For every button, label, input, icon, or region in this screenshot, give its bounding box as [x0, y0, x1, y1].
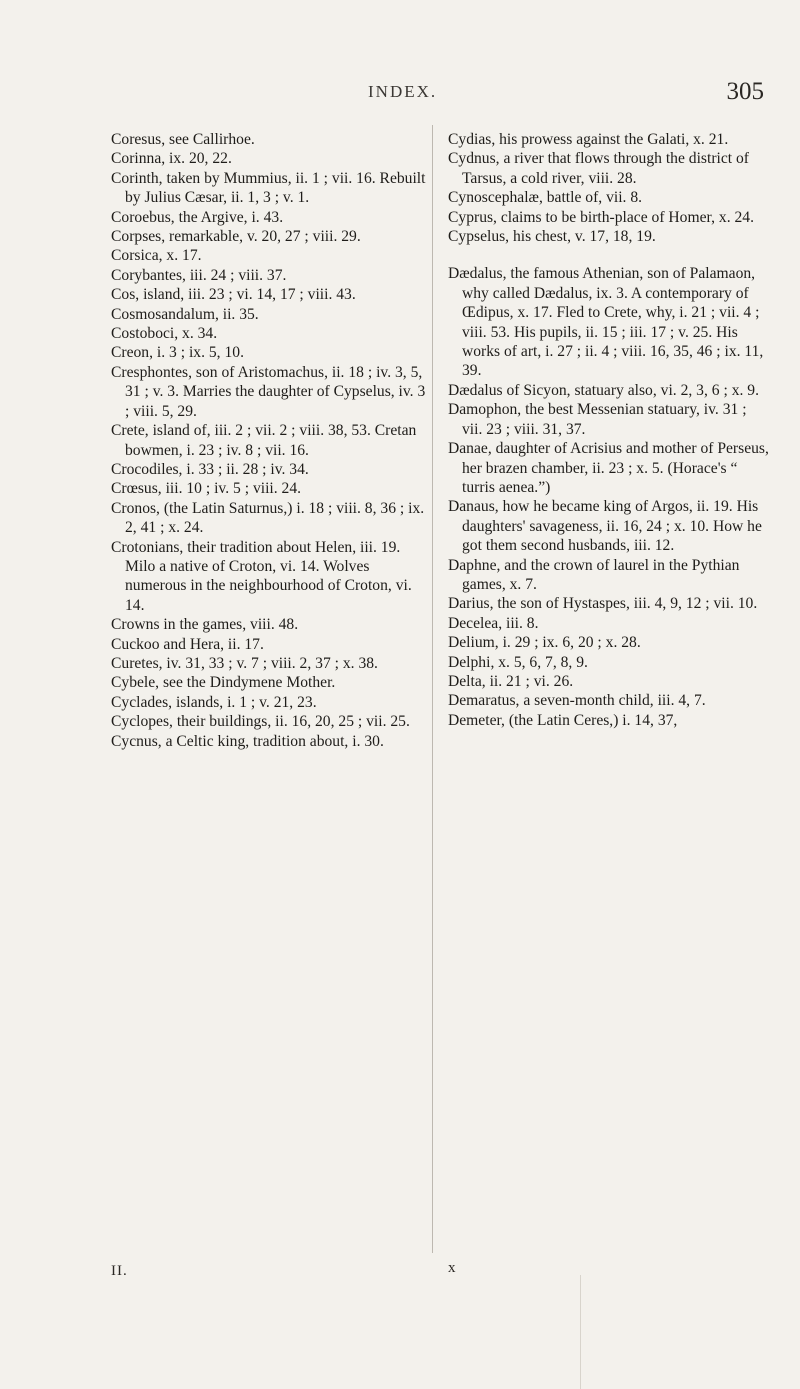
index-entry: Crocodiles, i. 33 ; ii. 28 ; iv. 34. — [111, 460, 309, 478]
index-entry: Demeter, (the Latin Ceres,) i. 14, 37, — [448, 711, 678, 729]
page-edge-line — [580, 1275, 581, 1389]
index-entry: Dædalus of Sicyon, statuary also, vi. 2, 3, 6 ; x. 9. — [448, 381, 759, 399]
index-entry: Crœsus, iii. 10 ; iv. 5 ; viii. 24. — [111, 480, 302, 498]
index-entry: Cyclades, islands, i. 1 ; v. 21, 23. — [111, 693, 317, 711]
index-entry: Corpses, remarkable, v. 20, 27 ; viii. 29. — [111, 228, 361, 246]
index-entry: Costoboci, x. 34. — [111, 325, 218, 343]
index-entry: Crotonians, their tradition about Helen, iii. 19. Milo a native of Croton, vi. 14. Wolves numerous in the neighbourhood of Croton, vi. 14. — [111, 538, 412, 614]
index-entry: Corsica, x. 17. — [111, 247, 202, 265]
index-entry: Curetes, iv. 31, 33 ; v. 7 ; viii. 2, 37 ; x. 38. — [111, 654, 378, 672]
index-entry: Cycnus, a Celtic king, tradition about, i. 30. — [111, 732, 384, 750]
index-entry: Cresphontes, son of Aristomachus, ii. 18 ; iv. 3, 5, 31 ; v. 3. Marries the daughter of Cypselus, iv. 3 ; viii. 5, 29. — [111, 363, 426, 420]
index-entry: Dædalus, the famous Athenian, son of Palamaon, why called Dædalus, ix. 3. A contemporary of Œdipus, x. 17. Fled to Crete, why, i. 21 ; vii. 4 ; viii. 53. His pupils, ii. 15 ; iii. 17 ; v. 25. His works of art, i. 27 ; ii. 4 ; viii. 16, 35, 46 ; ix. 11, 39. — [448, 265, 764, 380]
index-entry: Decelea, iii. 8. — [448, 614, 539, 632]
index-entry: Cosmosandalum, ii. 35. — [111, 305, 259, 323]
index-entry: Cybele, see the Dindymene Mother. — [111, 674, 336, 692]
running-head — [0, 78, 800, 108]
index-column-right — [448, 130, 770, 730]
index-entry: Demaratus, a seven-month child, iii. 4, 7. — [448, 692, 706, 710]
index-entry: Delta, ii. 21 ; vi. 26. — [448, 672, 574, 690]
index-entry: Danaus, how he became king of Argos, ii. 19. His daughters' savageness, ii. 16, 24 ; x. 10. How he got them second husbands, iii. 12. — [448, 498, 762, 555]
gathering-mark: x — [448, 1260, 456, 1276]
index-entry: Crete, island of, iii. 2 ; vii. 2 ; viii. 38, 53. Cretan bowmen, i. 23 ; iv. 8 ; vii. 16. — [111, 422, 417, 459]
index-entry: Cuckoo and Hera, ii. 17. — [111, 635, 264, 653]
index-entry: Damophon, the best Messenian statuary, iv. 31 ; vii. 23 ; viii. 31, 37. — [448, 401, 747, 438]
index-entry: Cronos, (the Latin Saturnus,) i. 18 ; viii. 8, 36 ; ix. 2, 41 ; x. 24. — [111, 499, 425, 537]
index-entry: Delium, i. 29 ; ix. 6, 20 ; x. 28. — [448, 634, 641, 652]
index-entry: Cydias, his prowess against the Galati, x. 21. — [448, 131, 729, 148]
index-entry: Delphi, x. 5, 6, 7, 8, 9. — [448, 653, 588, 671]
index-entry: Danae, daughter of Acrisius and mother of Perseus, her brazen chamber, ii. 23 ; x. 5. (Horace's “ turris aenea.”) — [448, 440, 769, 496]
page-header-title: INDEX. — [368, 82, 438, 101]
index-entry: Coresus, see Callirhoe. — [111, 131, 255, 148]
index-column-left — [111, 130, 431, 751]
signature-mark: II. — [111, 1263, 128, 1279]
index-entry: Cynoscephalæ, battle of, vii. 8. — [448, 189, 643, 207]
page-number: 305 — [726, 78, 764, 105]
index-entry: Cydnus, a river that flows through the district of Tarsus, a cold river, viii. 28. — [448, 150, 749, 187]
index-entry: Corinth, taken by Mummius, ii. 1 ; vii. 16. Rebuilt by Julius Cæsar, ii. 1, 3 ; v. 1. — [111, 169, 426, 207]
index-entry: Cos, island, iii. 23 ; vi. 14, 17 ; viii. 43. — [111, 286, 356, 304]
index-entry: Cyclopes, their buildings, ii. 16, 20, 25 ; vii. 25. — [111, 713, 410, 731]
index-entry: Cypselus, his chest, v. 17, 18, 19. — [448, 228, 656, 246]
index-entry: Coroebus, the Argive, i. 43. — [111, 208, 284, 226]
index-entry: Corybantes, iii. 24 ; viii. 37. — [111, 266, 287, 284]
index-entry: Creon, i. 3 ; ix. 5, 10. — [111, 344, 244, 362]
index-entry: Cyprus, claims to be birth-place of Homer, x. 24. — [448, 208, 754, 226]
index-entry: Crowns in the games, viii. 48. — [111, 616, 299, 634]
index-entry: Daphne, and the crown of laurel in the Pythian games, x. 7. — [448, 556, 740, 593]
column-divider — [432, 125, 433, 1253]
index-entry: Darius, the son of Hystaspes, iii. 4, 9, 12 ; vii. 10. — [448, 595, 758, 613]
index-entry: Corinna, ix. 20, 22. — [111, 150, 232, 168]
